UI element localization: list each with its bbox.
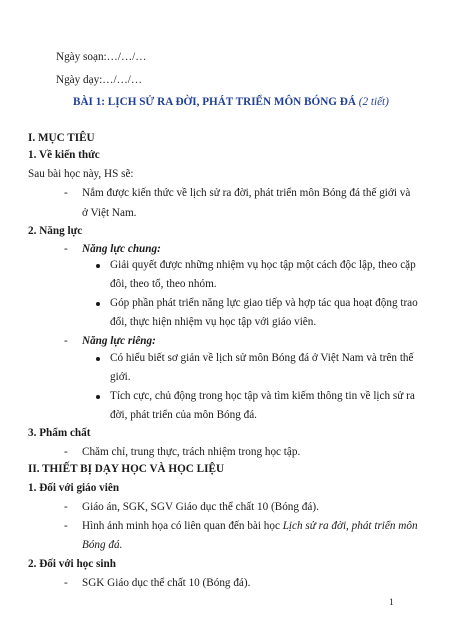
subheading-teacher: 1. Đối với giáo viên [28,482,120,494]
specific-item-2-line1: Tích cực, chủ động trong học tập và tìm kiếm thông tin về lịch sử ra [110,390,415,402]
lesson-title [73,95,389,109]
bullet-dot [96,264,100,268]
dash-bullet: - [64,187,68,199]
section-heading-equipment: II. THIẾT BỊ DẠY HỌC VÀ HỌC LIỆU [28,463,225,475]
page-number: 1 [389,598,394,608]
teacher-item-2-italic: Lịch sử ra đời, phát triển môn [282,520,418,532]
general-item-2-line1: Góp phần phát triển năng lực giao tiếp và hợp tác qua hoạt động trao [110,297,418,309]
qualities-item: Chăm chỉ, trung thực, trách nhiệm trong học tập. [82,446,301,458]
dash-bullet: - [64,446,68,458]
dash-bullet: - [64,577,68,589]
subheading-student: 2. Đối với học sinh [28,558,116,570]
dash-bullet: - [64,520,68,532]
general-item-1-line2: đôi, theo tổ, theo nhóm. [110,278,217,290]
general-item-1-line1: Giải quyết được những nhiệm vụ học tập một cách độc lập, theo cặp [110,259,416,271]
knowledge-item-line2: ở Việt Nam. [82,207,137,219]
date-prepared: Ngày soạn:…/…/… [56,51,147,63]
specific-item-1-line2: giới. [110,371,131,383]
dash-bullet: - [64,335,68,347]
section-heading-objectives: I. MỤC TIÊU [28,132,95,144]
student-item-1: SGK Giáo dục thể chất 10 (Bóng đá). [82,577,251,589]
subheading-knowledge: 1. Về kiến thức [28,149,100,161]
bullet-dot [96,395,100,399]
specific-competence-label: Năng lực riêng: [82,335,156,347]
subheading-qualities: 3. Phẩm chất [28,427,91,439]
lesson-title-text: BÀI 1: LỊCH SỬ RA ĐỜI, PHÁT TRIỂN MÔN BÓNG ĐÁ [73,96,356,108]
bullet-dot [96,302,100,306]
specific-item-2-line2: đời, phát triển của môn Bóng đá. [110,409,257,421]
specific-item-1-line1: Có hiểu biết sơ giản về lịch sử môn Bóng đá ở Việt Nam và trên thế [110,352,414,364]
teacher-item-1: Giáo án, SGK, SGV Giáo dục thể chất 10 (Bóng đá). [82,501,319,513]
date-taught: Ngày dạy:…/…/… [56,74,143,86]
dash-bullet: - [64,501,68,513]
knowledge-intro: Sau bài học này, HS sẽ: [28,168,134,180]
knowledge-item-line1: Nắm được kiến thức về lịch sử ra đời, phát triển môn Bóng đá thế giới và [82,187,411,199]
teacher-item-2-line2: Bóng đá. [82,539,123,551]
teacher-item-2-line1 [82,519,418,533]
bullet-dot [96,357,100,361]
dash-bullet: - [64,243,68,255]
subheading-competence: 2. Năng lực [28,225,83,237]
general-item-2-line2: đổi, thực hiện nhiệm vụ học tập với giáo viên. [110,316,317,328]
general-competence-label: Năng lực chung: [82,243,161,255]
lesson-duration: (2 tiết) [358,96,389,108]
teacher-item-2-prefix: Hình ảnh minh họa có liên quan đến bài học [82,520,283,532]
